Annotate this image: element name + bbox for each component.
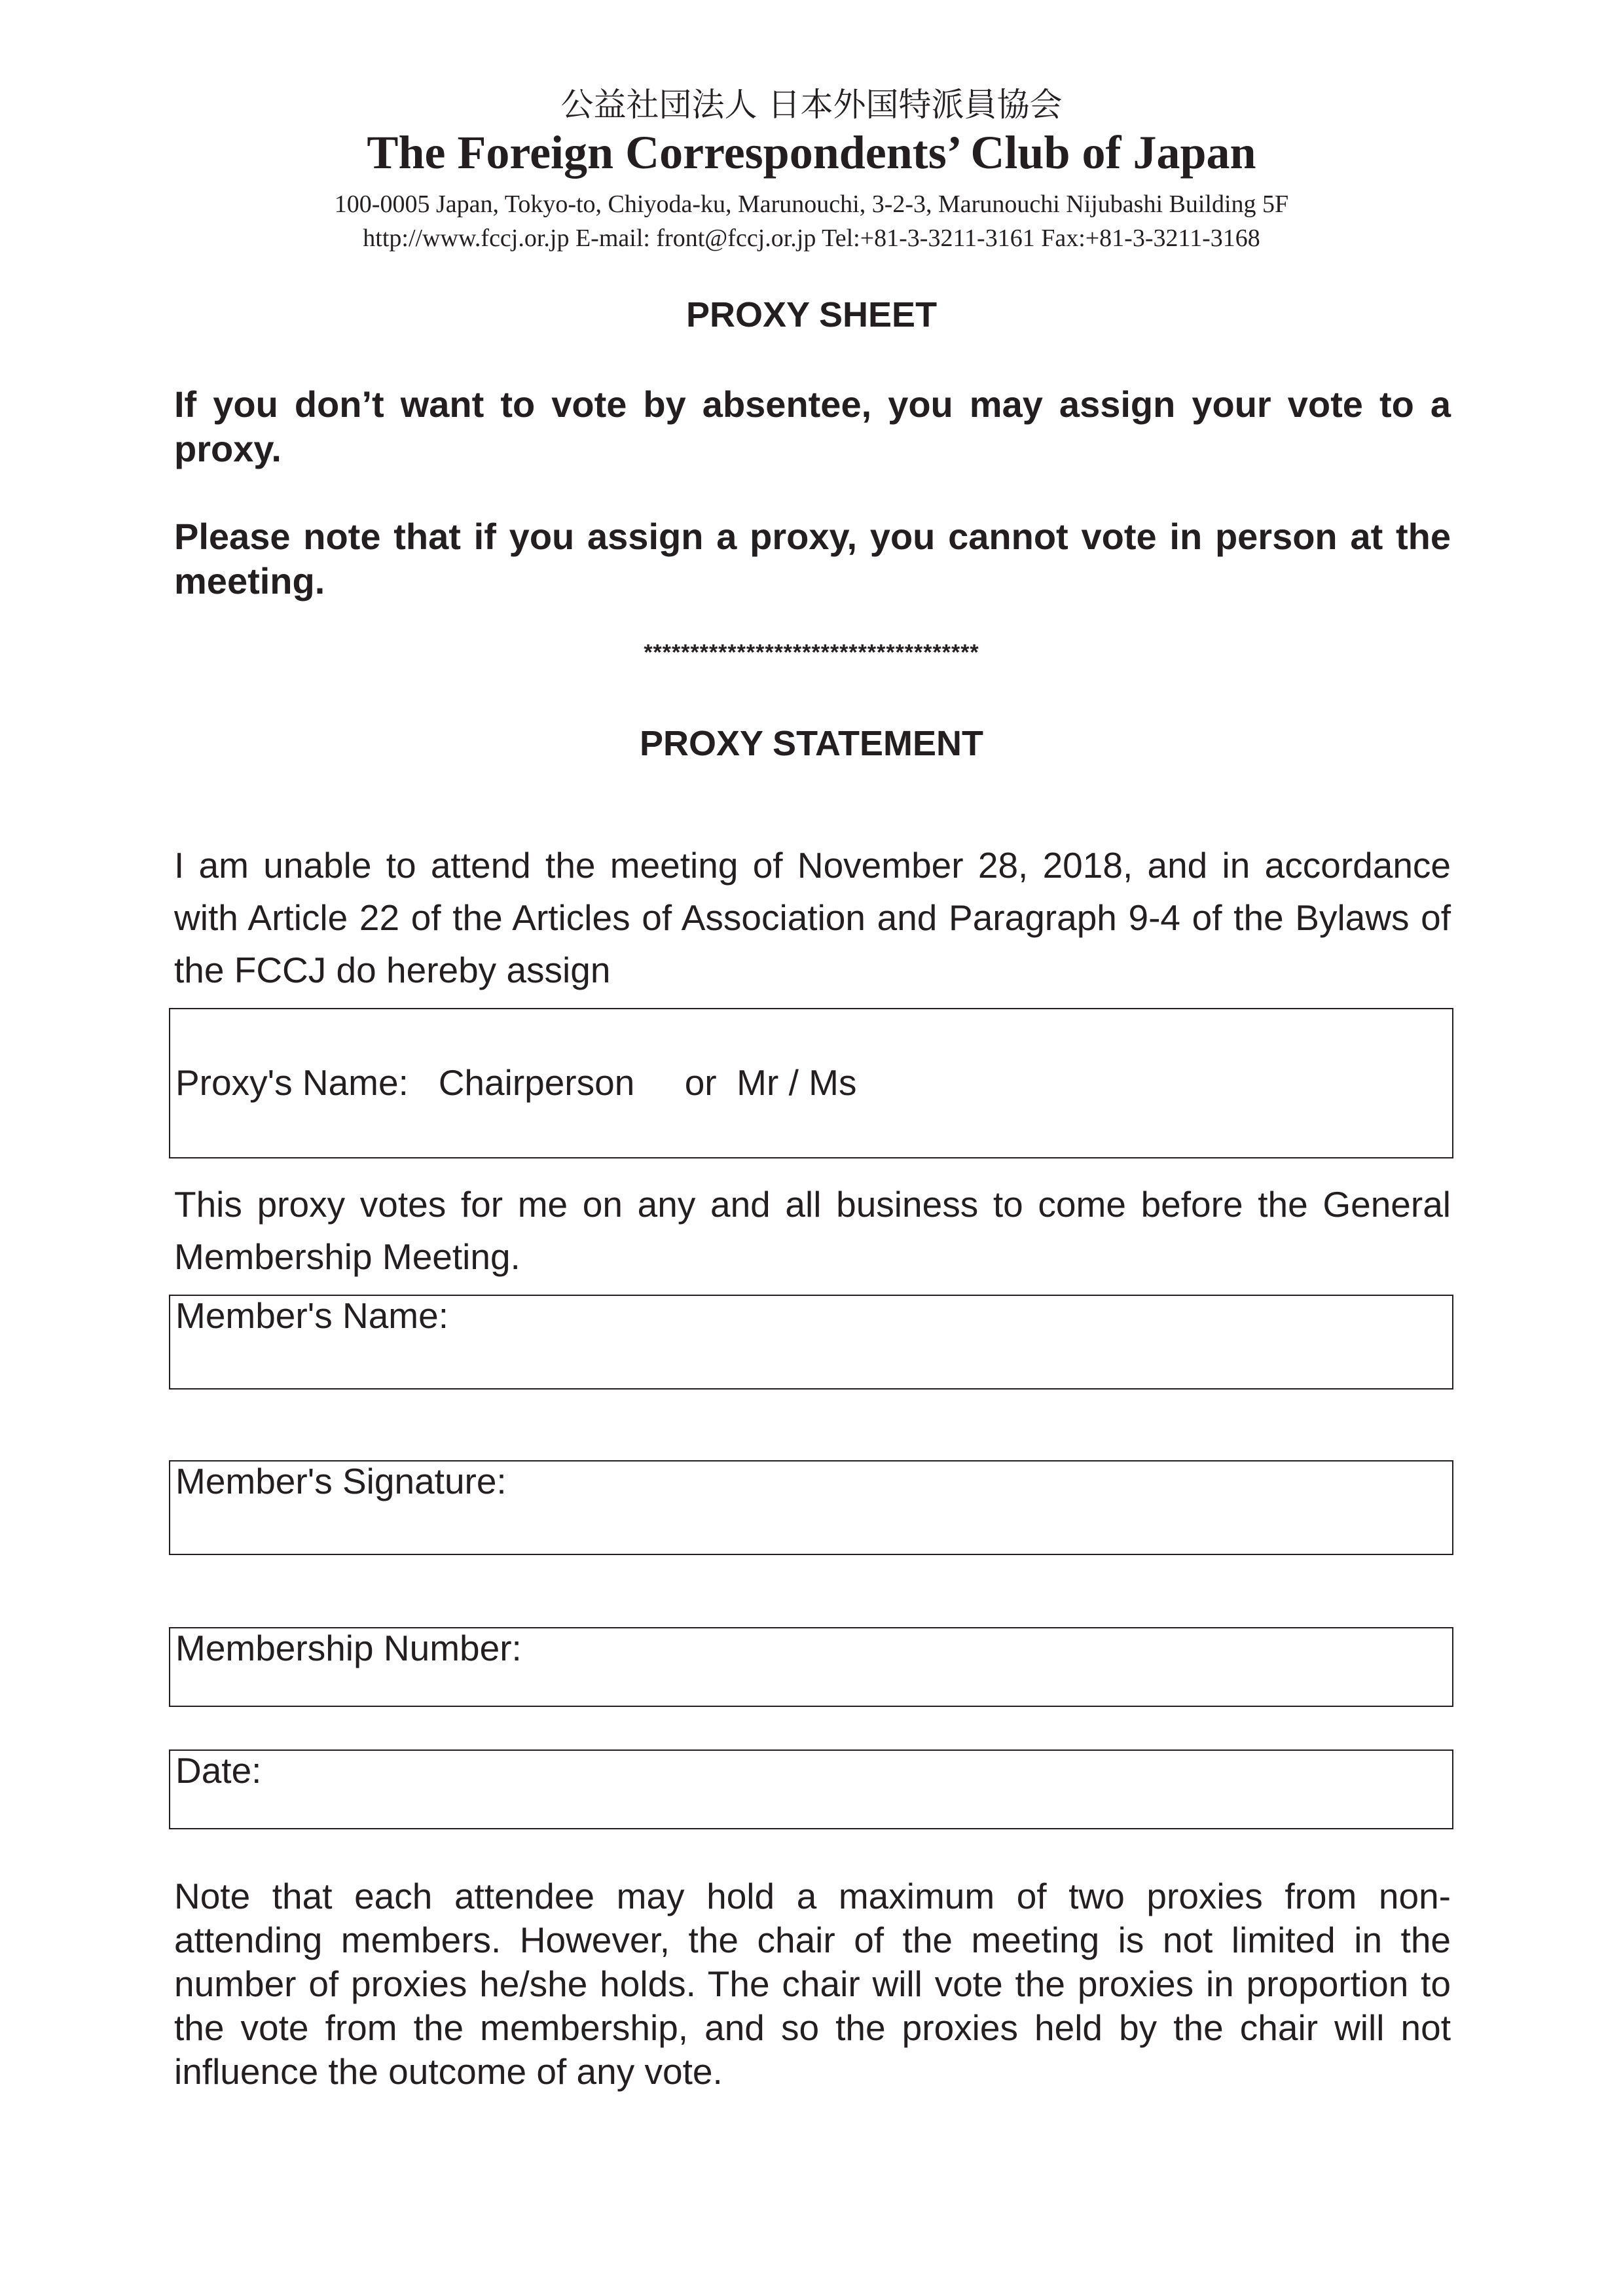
proxy-limit-note: Note that each attendee may hold a maximum of two proxies from non-attending members. However, the chair of the meeting is not limited in the number of proxies he/she holds. The chair will vote the proxies in proportion to the vote from the membership, and so the proxies held by the chair will not influence the outcome of any vote.: [174, 1876, 1451, 2092]
date-label: Date:: [175, 1750, 262, 1791]
absentee-instruction: If you don’t want to vote by absentee, you may assign your vote to a proxy.: [174, 384, 1451, 469]
member-name-label: Member's Name:: [175, 1295, 448, 1336]
club-name: The Foreign Correspondents’ Club of Japan: [367, 126, 1256, 179]
in-person-warning: Please note that if you assign a proxy, you cannot vote in person at the meeting.: [174, 516, 1451, 601]
proxy-sheet-title: PROXY SHEET: [685, 295, 938, 334]
membership-number-field[interactable]: [169, 1627, 1453, 1707]
separator-stars: ************************************: [644, 640, 979, 665]
club-contact: http://www.fccj.or.jp E-mail: front@fccj.or.jp Tel:+81-3-3211-3161 Fax:+81-3-3211-3168: [363, 224, 1260, 252]
date-field[interactable]: [169, 1749, 1453, 1829]
statement-intro: I am unable to attend the meeting of November 28, 2018, and in accordance with Article 22 of the Articles of Association and Paragraph 9-4 of the Bylaws of the FCCJ do hereby assign: [174, 845, 1451, 990]
member-signature-field[interactable]: [169, 1460, 1453, 1555]
proxy-name-box[interactable]: [169, 1008, 1453, 1158]
japanese-club-name: 公益社団法人 日本外国特派員協会: [560, 86, 1063, 124]
proxy-statement-title: PROXY STATEMENT: [639, 724, 984, 763]
proxy-authority-text: This proxy votes for me on any and all business to come before the General Membership Meeting.: [174, 1184, 1451, 1277]
member-name-field[interactable]: [169, 1295, 1453, 1390]
membership-number-label: Membership Number:: [175, 1628, 522, 1668]
proxy-name-label: Proxy's Name: Chairperson or Mr / Ms: [175, 1062, 857, 1103]
club-address: 100-0005 Japan, Tokyo-to, Chiyoda-ku, Marunouchi, 3-2-3, Marunouchi Nijubashi Building 5F: [334, 190, 1289, 218]
member-signature-label: Member's Signature:: [175, 1461, 507, 1501]
